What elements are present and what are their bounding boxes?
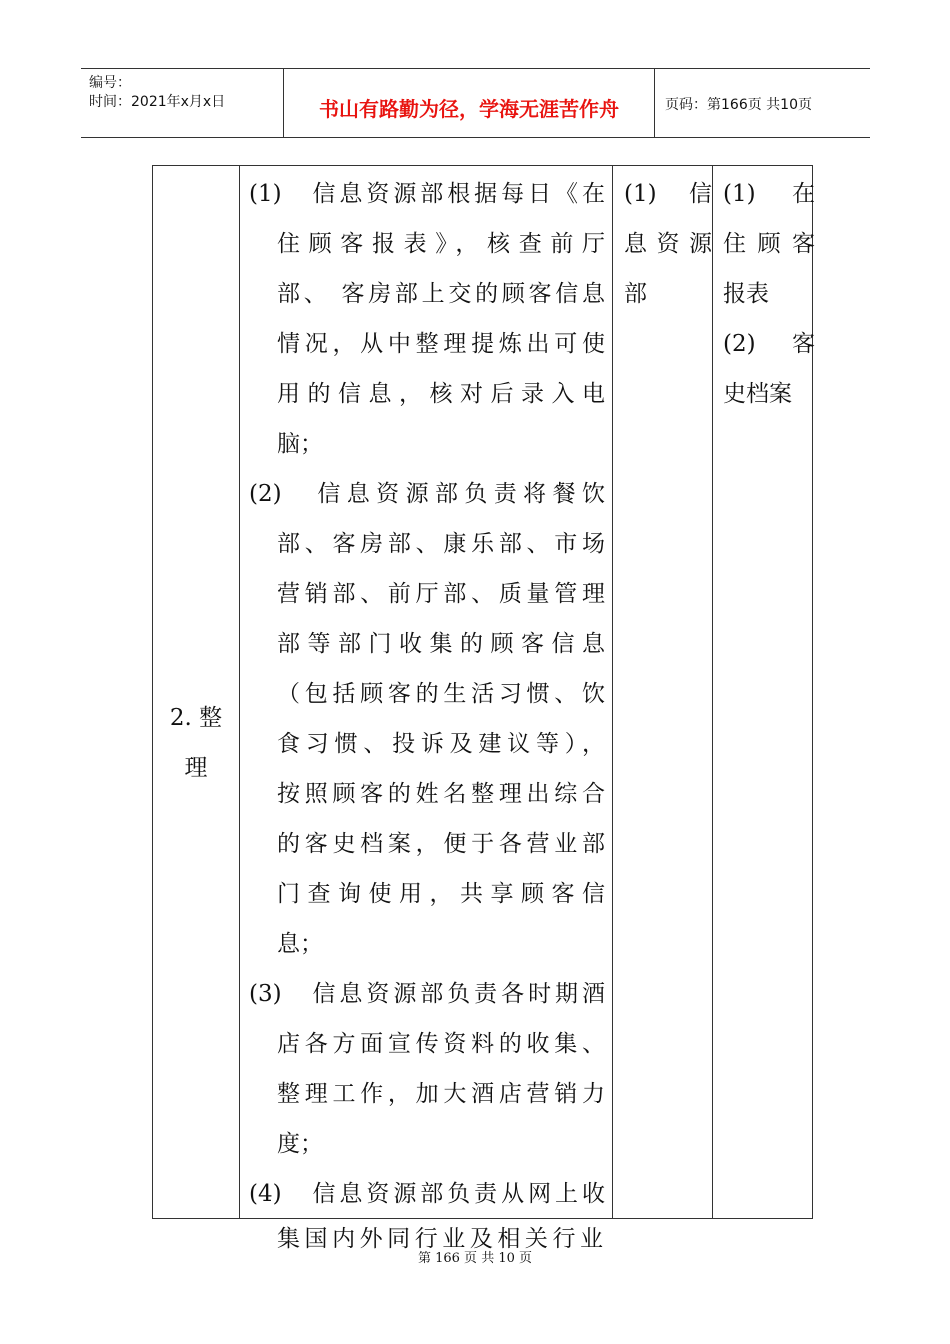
header-page-info: 页码：第166页 共10页: [665, 97, 812, 113]
content-line: 的客史档案，便于各营业部: [277, 831, 605, 857]
content-line: （包括顾客的生活习惯、饮: [277, 681, 605, 707]
content-cell: [249, 169, 605, 1219]
content-line: 店各方面宣传资料的收集、: [277, 1031, 605, 1057]
column-divider: [712, 166, 713, 1218]
content-line: 食习惯、投诉及建议等），: [277, 731, 605, 757]
content-line: 脑；: [277, 431, 323, 457]
page-header: [81, 68, 870, 138]
responsible-line: 部: [624, 281, 647, 307]
content-line: 部、客房部、康乐部、市场: [277, 531, 605, 557]
content-line: 按照顾客的姓名整理出综合: [277, 781, 605, 807]
content-line: (2) 信息资源部负责将餐饮: [249, 481, 605, 507]
record-line: 报表: [723, 281, 769, 307]
header-motto-cell: [284, 69, 655, 137]
record-line: (2) 客: [723, 331, 815, 357]
content-line: 住顾客报表》，核查前厅: [277, 231, 605, 257]
page-footer: 第 166 页 共 10 页: [417, 1251, 533, 1266]
content-line: 息；: [277, 931, 323, 957]
record-line: 史档案: [723, 381, 792, 407]
content-line: 用的信息，核对后录入电: [277, 381, 605, 407]
responsible-line: (1) 信: [624, 181, 712, 207]
content-line: 整理工作，加大酒店营销力: [277, 1081, 605, 1107]
step-label-line: 2. 整: [169, 705, 223, 731]
procedure-table: [152, 165, 813, 1219]
content-line: 部、 客房部上交的顾客信息: [277, 281, 605, 307]
header-motto: 书山有路勤为径，学海无涯苦作舟: [319, 97, 619, 121]
record-line: 住顾客: [723, 231, 815, 257]
document-number-label: 编号：: [89, 75, 131, 91]
header-page-cell: [655, 69, 870, 137]
content-line: 门查询使用，共享顾客信: [277, 881, 605, 907]
content-line: (1) 信息资源部根据每日《在: [249, 181, 605, 207]
step-cell: [153, 693, 239, 793]
content-line: 情况，从中整理提炼出可使: [277, 331, 605, 357]
content-line: 营销部、前厅部、质量管理: [277, 581, 605, 607]
record-line: (1) 在: [723, 181, 815, 207]
header-meta: [81, 69, 284, 137]
column-divider: [239, 166, 240, 1218]
step-label-line: 理: [184, 755, 208, 781]
content-line: 部等部门收集的顾客信息: [277, 631, 605, 657]
responsible-line: 息资源: [624, 231, 712, 257]
responsible-cell: [624, 169, 712, 319]
record-cell: [723, 169, 815, 419]
column-divider: [612, 166, 613, 1218]
content-line: (4) 信息资源部负责从网上收: [249, 1181, 605, 1207]
continued-content-line: 集国内外同行业及相关行业: [277, 1226, 603, 1252]
content-line: (3) 信息资源部负责各时期酒: [249, 981, 605, 1007]
content-line: 度；: [277, 1131, 323, 1157]
document-time: 时间：2021年x月x日: [89, 94, 226, 110]
